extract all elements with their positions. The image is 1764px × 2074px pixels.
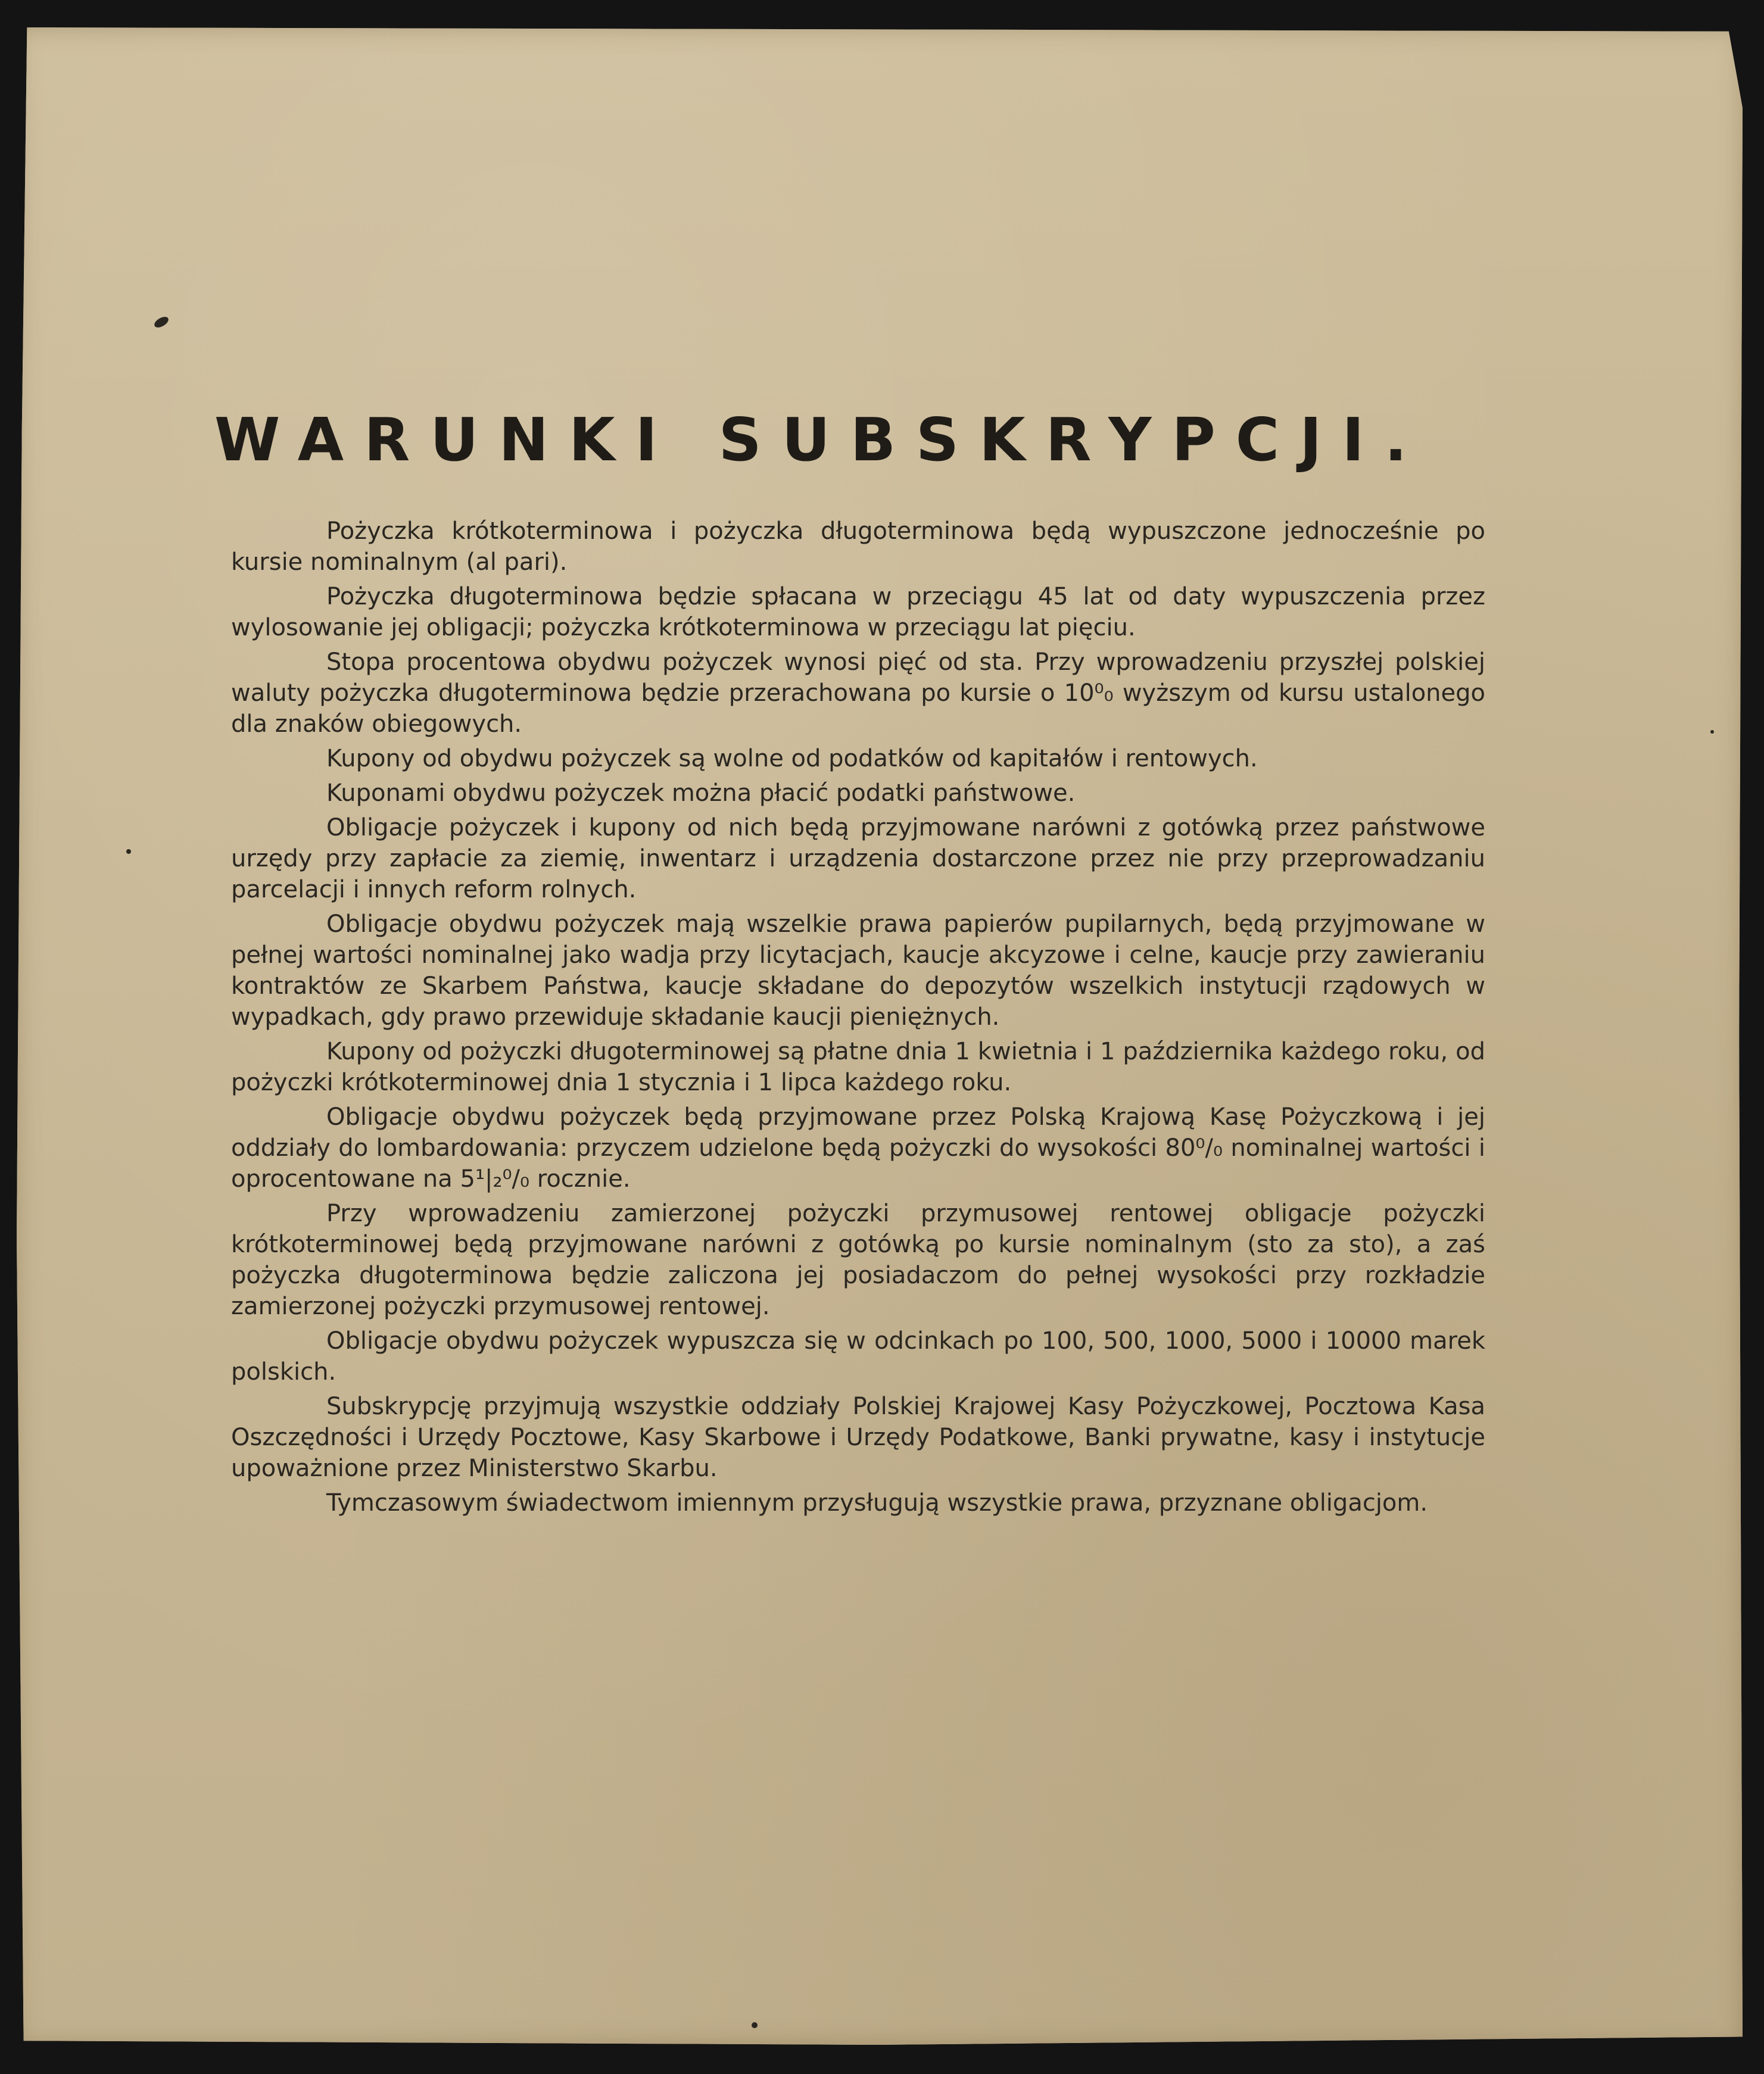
- paragraph-5: Kuponami obydwu pożyczek można płacić podatki państwowe.: [326, 779, 1076, 807]
- paragraph-6: Obligacje pożyczek i kupony od nich będą przyjmowane narówni z gotówką przez państwowe urzędy przy zapłacie za ziemię, inwentarz i urządzenia dostarczone przez nie przy przeprowadzaniu parcelacji i innych reform rolnych.: [231, 814, 1485, 903]
- paragraph-12: Subskrypcję przyjmują wszystkie oddziały Polskiej Krajowej Kasy Pożyczkowej, Pocztowa Kasa Oszczędności i Urzędy Pocztowe, Kasy Skarbowe i Urzędy Podatkowe, Banki prywatne, kasy i instytucje upoważnione przez Ministerstwo Skarbu.: [231, 1393, 1485, 1482]
- ink-spot: [152, 314, 170, 329]
- paragraph-10: Przy wprowadzeniu zamierzonej pożyczki przymusowej rentowej obligacje pożyczki krótkoterminowej będą przyjmowane narówni z gotówką po kursie nominalnym (sto za sto), a zaś pożyczka długoterminowa będzie zaliczona jej posiadaczom do pełnej wysokości przy rozkładzie zamierzonej pożyczki przymusowej rentowej.: [231, 1200, 1485, 1320]
- paragraph-1: Pożyczka krótkoterminowa i pożyczka długoterminowa będą wypuszczone jednocześnie po kursie nominalnym (al pari).: [231, 517, 1485, 576]
- ink-dot: [752, 2022, 758, 2028]
- paragraph-7: Obligacje obydwu pożyczek mają wszelkie prawa papierów pupilarnych, będą przyjmowane w pełnej wartości nominalnej jako wadja przy licytacjach, kaucje akcyzowe i celne, kaucje przy zawieraniu kontraktów ze Skarbem Państwa, kaucje składane do depozytów wszelkich instytucji rządowych w wypadkach, gdy prawo przewiduje składanie kaucji pieniężnych.: [231, 910, 1485, 1031]
- paragraph-3: Stopa procentowa obydwu pożyczek wynosi pięć od sta. Przy wprowadzeniu przyszłej polskiej waluty pożyczka długoterminowa będzie przerachowana po kursie o 10⁰₀ wyższym od kursu ustalonego dla znaków obiegowych.: [231, 648, 1485, 738]
- paragraph-9: Obligacje obydwu pożyczek będą przyjmowane przez Polską Krajową Kasę Pożyczkową i jej oddziały do lombardowania: przyczem udzielone będą pożyczki do wysokości 80⁰/₀ nominalnej wartości i oprocentowane na 5¹|₂⁰/₀ rocznie.: [231, 1103, 1485, 1193]
- paragraph-13: Tymczasowym świadectwom imiennym przysługują wszystkie prawa, przyznane obligacjom.: [326, 1489, 1428, 1517]
- subscription-terms: [231, 516, 1485, 1522]
- paragraph-2: Pożyczka długoterminowa będzie spłacana w przeciągu 45 lat od daty wypuszczenia przez wylosowanie jej obligacji; pożyczka krótkoterminowa w przeciągu lat pięciu.: [231, 583, 1485, 641]
- paragraph-8: Kupony od pożyczki długoterminowej są płatne dnia 1 kwietnia i 1 października każdego roku, od pożyczki krótkoterminowej dnia 1 stycznia i 1 lipca każdego roku.: [231, 1038, 1485, 1096]
- ink-dot: [1710, 730, 1714, 734]
- ink-dot: [126, 849, 131, 854]
- page-title: WARUNKI SUBSKRYPCJI.: [214, 405, 1428, 475]
- paragraph-4: Kupony od obydwu pożyczek są wolne od podatków od kapitałów i rentowych.: [326, 745, 1258, 772]
- paragraph-11: Obligacje obydwu pożyczek wypuszcza się w odcinkach po 100, 500, 1000, 5000 i 10000 marek polskich.: [231, 1327, 1485, 1386]
